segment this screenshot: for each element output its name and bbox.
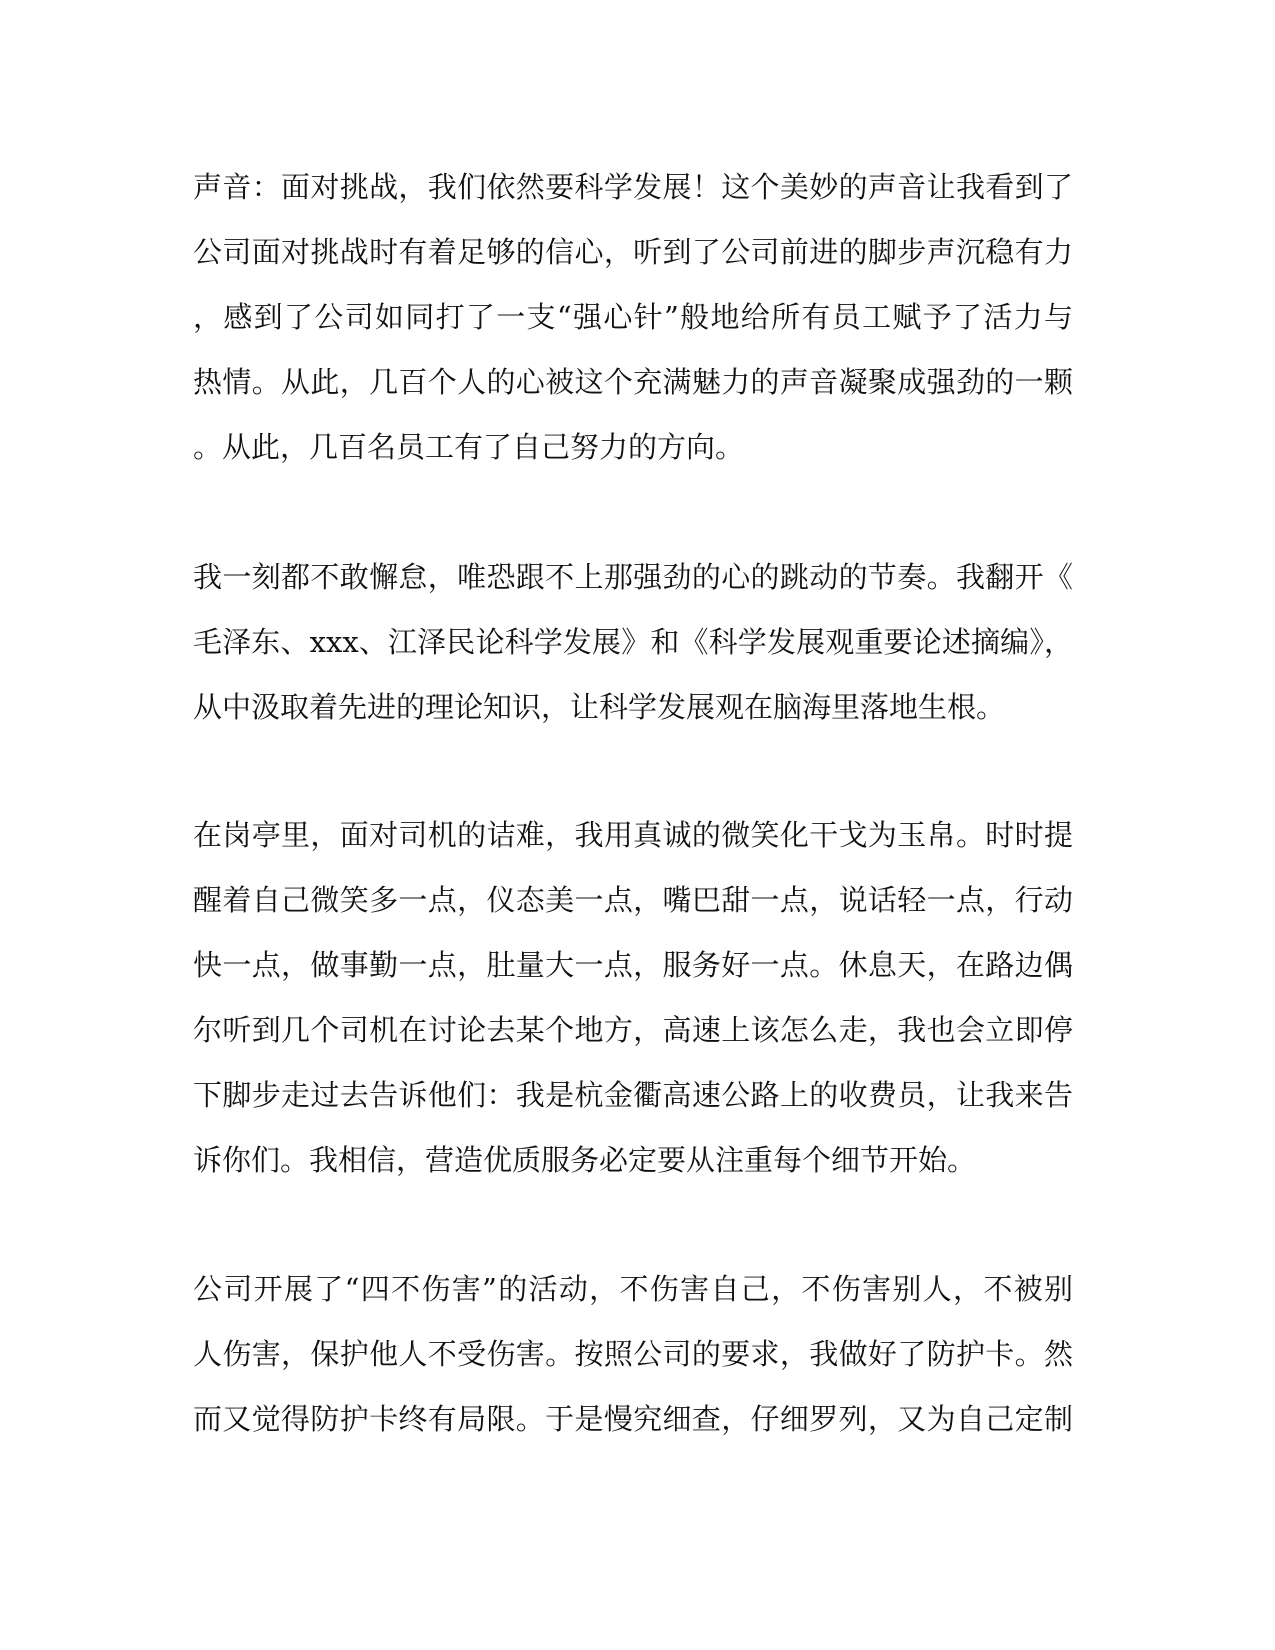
text-line: 公司面对挑战时有着足够的信心，听到了公司前进的脚步声沉稳有力 xyxy=(193,235,1073,269)
text-line: 。从此，几百名员工有了自己努力的方向。 xyxy=(193,430,745,464)
text-line: 醒着自己微笑多一点，仪态美一点，嘴巴甜一点，说话轻一点，行动 xyxy=(193,883,1073,917)
text-line: 公司开展了“四不伤害”的活动，不伤害自己，不伤害别人，不被别 xyxy=(193,1272,1073,1306)
text-line: ，感到了公司如同打了一支“强心针”般地给所有员工赋予了活力与 xyxy=(193,300,1073,334)
text-line: 热情。从此，几百个人的心被这个充满魅力的声音凝聚成强劲的一颗 xyxy=(193,365,1073,399)
text-line: 诉你们。我相信，营造优质服务必定要从注重每个细节开始。 xyxy=(193,1143,977,1177)
paragraph-1 xyxy=(193,155,1073,480)
text-line: 快一点，做事勤一点，肚量大一点，服务好一点。休息天，在路边偶 xyxy=(193,948,1073,982)
text-line: 我一刻都不敢懈怠，唯恐跟不上那强劲的心的跳动的节奏。我翻开《 xyxy=(193,560,1073,594)
text-line: 下脚步走过去告诉他们：我是杭金衢高速公路上的收费员，让我来告 xyxy=(193,1078,1073,1112)
text-line: 尔听到几个司机在讨论去某个地方，高速上该怎么走，我也会立即停 xyxy=(193,1013,1073,1047)
text-line: 在岗亭里，面对司机的诘难，我用真诚的微笑化干戈为玉帛。时时提 xyxy=(193,818,1073,852)
paragraph-2 xyxy=(193,545,1073,740)
text-line: 声音：面对挑战，我们依然要科学发展！这个美妙的声音让我看到了 xyxy=(193,170,1073,204)
paragraph-4 xyxy=(193,1257,1073,1452)
text-line: 而又觉得防护卡终有局限。于是慢究细查，仔细罗列，又为自己定制 xyxy=(193,1402,1073,1436)
text-line: 人伤害，保护他人不受伤害。按照公司的要求，我做好了防护卡。然 xyxy=(193,1337,1073,1371)
text-line: 毛泽东、xxx、江泽民论科学发展》和《科学发展观重要论述摘编》， xyxy=(193,625,1073,659)
paragraph-3 xyxy=(193,803,1073,1193)
text-line: 从中汲取着先进的理论知识，让科学发展观在脑海里落地生根。 xyxy=(193,690,1006,724)
